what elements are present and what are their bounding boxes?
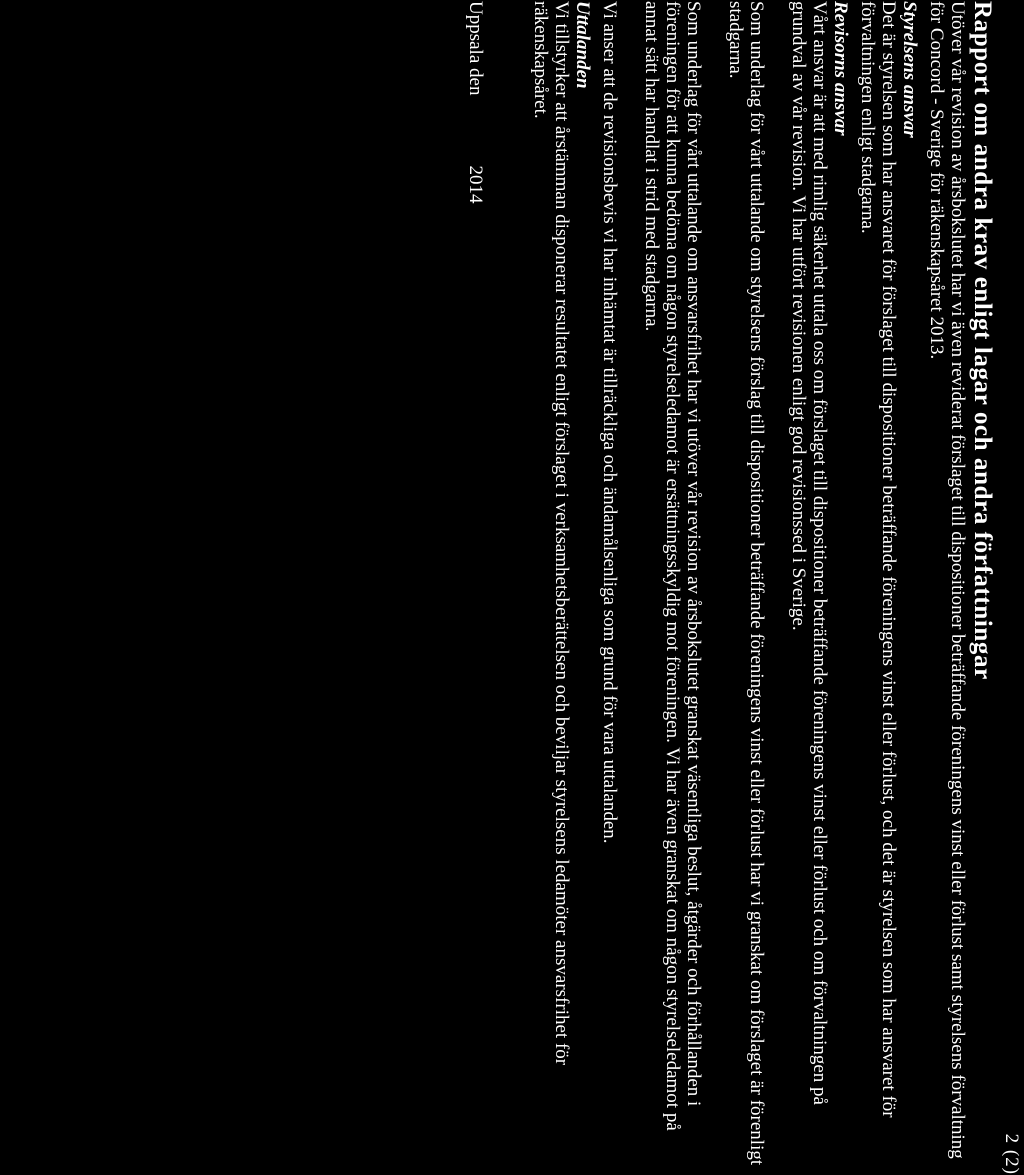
audit-evidence-paragraph: Vi anser att de revisionsbevis vi har inhämtat är tillräckliga och ändamålsenliga som grund för vara uttalanden. — [599, 1, 620, 844]
signature-year: 2014 — [465, 165, 486, 204]
signature-date-line — [465, 1, 486, 1173]
basis-discharge-paragraph: Som underlag för vårt uttalande om ansvarsfrihet har vi utöver vår revision av årsbokslutet granskat väsentliga beslut, åtgärder och förhållanden i föreningen för att kunna bedöma om någon styrelseledamot är ersättningsskyldig mot föreningen. Vi har även granskat om någon styrelseledamot på annat sätt har handlat i strid med stadgarna. — [641, 1, 704, 1131]
signature-place: Uppsala den — [465, 1, 486, 96]
auditor-responsibility-heading: Revisorns ansvar — [830, 1, 851, 136]
board-responsibility-heading: Styrelsens ansvar — [899, 1, 920, 138]
report-body — [465, 1, 996, 1173]
report-title: Rapport om andra krav enligt lagar och andra författningar — [969, 1, 996, 680]
statements-paragraph: Vi tillstyrker att årstämman disponerar resultatet enligt förslaget i verksamhetsberättelsen och beviljar styrelsens ledamöter ansvarsfrihet för räkenskapsåret. — [530, 1, 572, 1066]
statements-heading: Uttalanden — [572, 1, 593, 89]
basis-proposal-paragraph: Som underlag för vårt uttalande om styrelsens förslag till dispositioner beträffande föreningens vinst eller förlust har vi granskat om förslaget är förenligt stadgarna. — [725, 1, 767, 1166]
auditor-responsibility-paragraph: Vårt ansvar är att med rimlig säkerhet uttala oss om förslaget till dispositioner beträffande föreningens vinst eller förlust och om förvaltningen på grundval av vår revision. Vi har utfört revisionen enligt god revisionssed i Sverige. — [788, 1, 830, 1105]
intro-paragraph: Utöver vår revision av årsbokslutet har vi även reviderat förslaget till dispositioner beträffande föreningens vinst eller förlust samt styrelsens förvaltning för Concord - Sverige för räkenskapsåret 2013. — [926, 1, 968, 1159]
page-number: 2 (2) — [1001, 1133, 1022, 1175]
board-responsibility-paragraph: Det är styrelsen som har ansvaret för förslaget till dispositioner beträffande föreningens vinst eller förlust, och det är styrelsen som har ansvaret för förvaltningen enligt stadgarna. — [857, 1, 899, 1118]
